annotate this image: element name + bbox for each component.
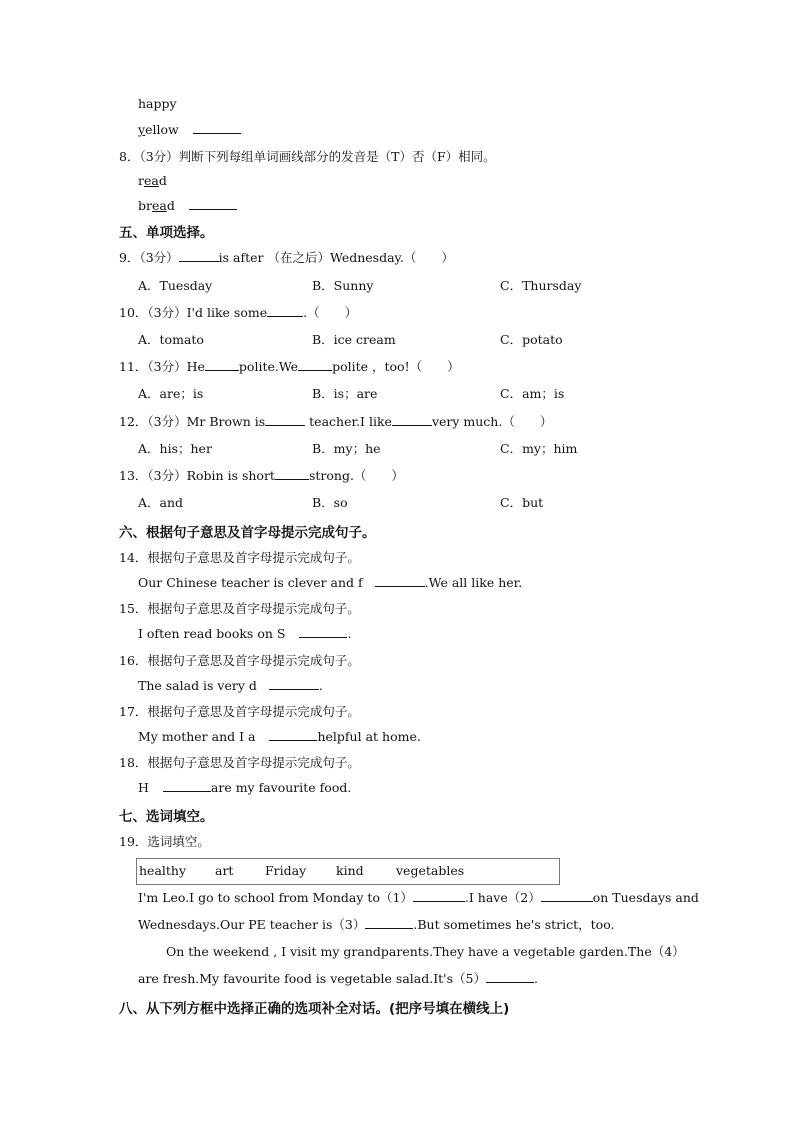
q12-option-b[interactable]: B．my；he [312,441,381,456]
question-18-sentence: H are my favourite food. [138,780,352,795]
word-bank-item: kind [336,863,364,878]
question-13-stem: 13．（3分）Robin is short strong.（ ） [119,468,404,483]
q10-option-c[interactable]: C．potato [500,332,563,347]
question-8-stem: 8．（3分）判断下列每组单词画线部分的发音是（T）否（F）相同。 [119,149,496,164]
q11-option-b[interactable]: B．is；are [312,386,378,401]
question-9-stem: 9．（3分） is after （在之后）Wednesday.（ ） [119,250,454,265]
answer-blank-3[interactable] [365,916,413,929]
answer-blank[interactable] [265,413,305,426]
section-5-title: 五、单项选择。 [119,225,214,241]
q12-option-c[interactable]: C．my；him [500,441,578,456]
q9-option-b[interactable]: B．Sunny [312,278,374,293]
question-19-stem: 19．选词填空。 [119,834,210,849]
q9-option-c[interactable]: C．Thursday [500,278,582,293]
answer-blank[interactable] [179,249,219,262]
phonics-word-bread: bread [138,197,237,213]
q9-option-a[interactable]: A．Tuesday [138,278,213,293]
question-14-stem: 14．根据句子意思及首字母提示完成句子。 [119,550,360,565]
q10-option-a[interactable]: A．tomato [138,332,204,347]
question-10-stem: 10．（3分）I'd like some .（ ） [119,305,358,320]
question-18-stem: 18．根据句子意思及首字母提示完成句子。 [119,755,360,770]
answer-blank[interactable] [267,304,303,317]
answer-blank[interactable] [205,358,239,371]
question-14-sentence: Our Chinese teacher is clever and f .We all like her. [138,575,523,590]
phonics-word-read: read [138,173,167,188]
answer-blank[interactable] [269,728,317,741]
question-16-sentence: The salad is very d . [138,678,323,693]
q11-option-a[interactable]: A．are；is [138,386,204,401]
q13-option-b[interactable]: B．so [312,495,348,510]
word-bank-item: Friday [265,863,307,878]
question-16-stem: 16．根据句子意思及首字母提示完成句子。 [119,653,360,668]
passage-line-3-text: On the weekend , I visit my grandparents.They have a vegetable garden.The（4） [166,944,685,959]
answer-blank-5[interactable] [486,970,534,983]
answer-blank-2[interactable] [541,889,593,902]
passage-line-2: Wednesdays.Our PE teacher is（3） .But sometimes he's strict，too. [138,917,615,932]
phonics-word-yellow: yellow [138,121,241,137]
section-8-title: 八、从下列方框中选择正确的选项补全对话。(把序号填在横线上) [119,1001,510,1017]
phonics-word-happy: happy [138,96,177,111]
question-17-stem: 17．根据句子意思及首字母提示完成句子。 [119,704,360,719]
passage-line-3 [166,942,685,960]
q13-option-a[interactable]: A．and [138,495,184,510]
answer-blank[interactable] [299,625,347,638]
q13-option-c[interactable]: C．but [500,495,544,510]
answer-blank[interactable] [275,467,309,480]
answer-blank[interactable] [269,677,319,690]
answer-blank[interactable] [392,413,432,426]
question-11-stem: 11．（3分）He polite.We polite ，too!（ ） [119,359,460,374]
answer-blank-1[interactable] [413,889,465,902]
passage-line-1: I'm Leo.I go to school from Monday to（1） .I have（2） on Tuesdays and [138,890,699,905]
question-15-stem: 15．根据句子意思及首字母提示完成句子。 [119,601,360,616]
passage-line-4: are fresh.My favourite food is vegetable salad.It's（5） . [138,971,538,986]
word-bank-item: vegetables [396,863,465,878]
answer-blank[interactable] [189,197,237,210]
section-7-title: 七、选词填空。 [119,809,214,825]
answer-blank[interactable] [298,358,332,371]
answer-blank[interactable] [163,779,211,792]
word-bank-item: art [215,863,234,878]
answer-blank[interactable] [193,121,241,134]
word-bank-item: healthy [139,863,187,878]
question-12-stem: 12．（3分）Mr Brown is teacher.I like very much.（ ） [119,414,553,429]
q10-option-b[interactable]: B．ice cream [312,332,396,347]
q11-option-c[interactable]: C．am；is [500,386,565,401]
q12-option-a[interactable]: A．his；her [138,441,212,456]
question-17-sentence: My mother and I a helpful at home. [138,729,421,744]
section-6-title: 六、根据句子意思及首字母提示完成句子。 [119,525,376,541]
answer-blank[interactable] [375,574,425,587]
word-bank-box [136,858,560,885]
question-15-sentence: I often read books on S . [138,626,352,641]
